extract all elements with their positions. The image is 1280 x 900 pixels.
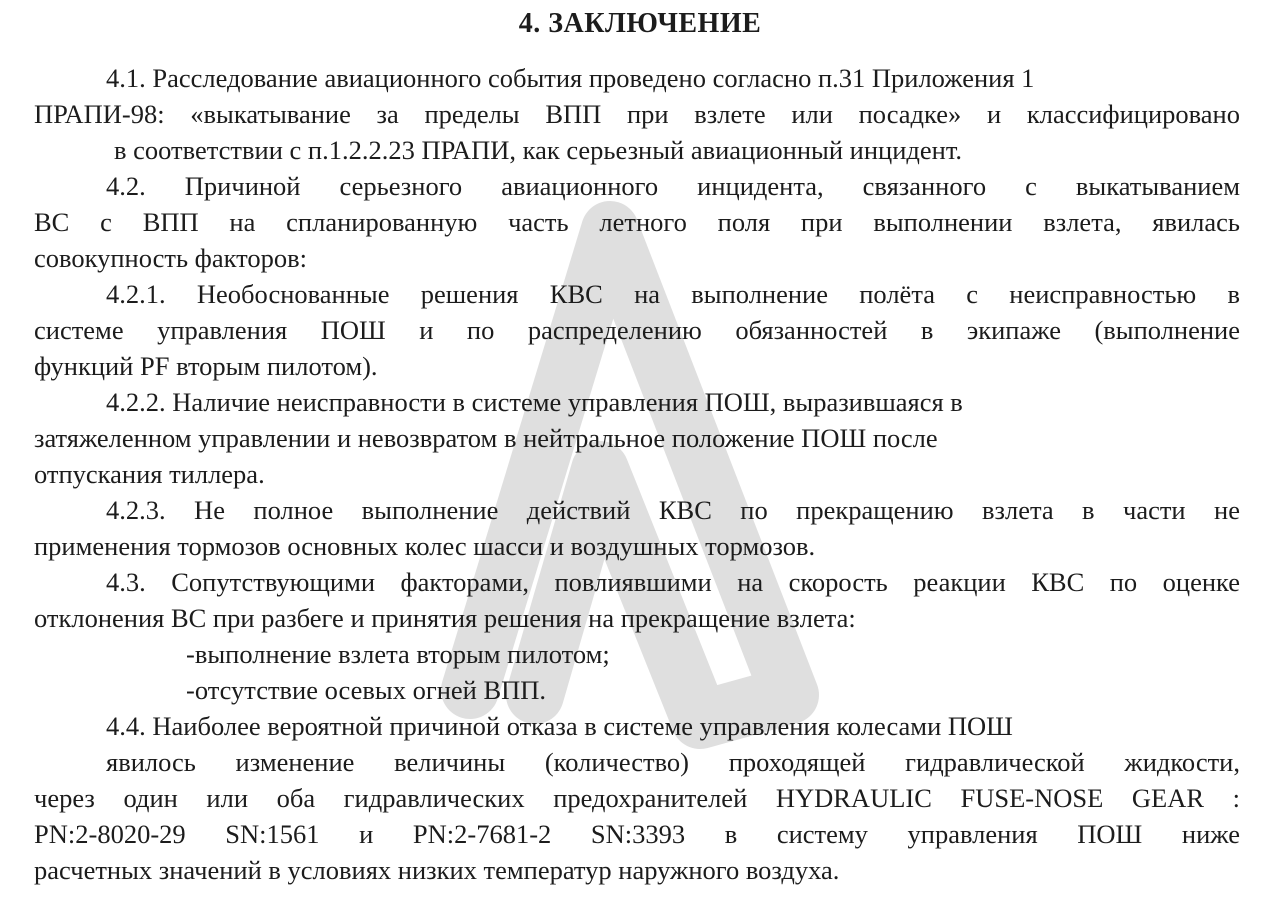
paragraph-4-4-line-1: 4.4. Наиболее вероятной причиной отказа в системе управления колесами ПОШ [106, 711, 1013, 741]
paragraph-4-2-2-line-2: затяжеленном управлении и невозвратом в нейтральное положение ПОШ после [34, 423, 938, 453]
paragraph-4-2-line-1: 4.2. Причиной серьезного авиационного инцидента, связанного с выкатыванием [106, 171, 1240, 201]
section-title: 4. ЗАКЛЮЧЕНИЕ [518, 8, 762, 39]
paragraph-4-2-1-line-3: функций PF вторым пилотом). [34, 351, 378, 381]
paragraph-4-1-line-2: ПРАПИ-98: «выкатывание за пределы ВПП при взлете или посадке» и классифицировано [34, 99, 1240, 129]
paragraph-4-3-line-1: 4.3. Сопутствующими факторами, повлиявшими на скорость реакции КВС по оценке [106, 567, 1240, 597]
paragraph-4-4-line-5: расчетных значений в условиях низких температур наружного воздуха. [34, 855, 840, 885]
paragraph-4-3-line-2: отклонения ВС при разбеге и принятия решения на прекращение взлета: [34, 603, 856, 633]
paragraph-4-2-line-2: ВС с ВПП на спланированную часть летного поля при выполнении взлета, явилась [34, 207, 1240, 237]
paragraph-4-2-1-line-1: 4.2.1. Необоснованные решения КВС на выполнение полёта с неисправностью в [106, 279, 1240, 309]
paragraph-4-1-line-1: 4.1. Расследование авиационного события проведено согласно п.31 Приложения 1 [106, 63, 1035, 93]
paragraph-4-2-3-line-2: применения тормозов основных колес шасси и воздушных тормозов. [34, 531, 816, 561]
paragraph-4-4-line-3: через один или оба гидравлических предохранителей HYDRAULIC FUSE-NOSE GEAR : [34, 783, 1240, 813]
paragraph-4-2-1-line-2: системе управления ПОШ и по распределению обязанностей в экипаже (выполнение [34, 315, 1240, 345]
paragraph-4-1-line-3: в соответствии с п.1.2.2.23 ПРАПИ, как серьезный авиационный инцидент. [114, 135, 963, 165]
paragraph-4-4-line-2: явилось изменение величины (количество) проходящей гидравлической жидкости, [106, 747, 1240, 777]
list-item-no-centerline-lights: -отсутствие осевых огней ВПП. [186, 675, 547, 705]
paragraph-4-4-line-4: PN:2-8020-29 SN:1561 и PN:2-7681-2 SN:3393 в систему управления ПОШ ниже [34, 819, 1240, 849]
paragraph-4-2-3-line-1: 4.2.3. Не полное выполнение действий КВС по прекращению взлета в части не [106, 495, 1240, 525]
paragraph-4-2-line-3: совокупность факторов: [34, 243, 307, 273]
list-item-takeoff-by-copilot: -выполнение взлета вторым пилотом; [186, 639, 610, 669]
paragraph-4-2-2-line-3: отпускания тиллера. [34, 459, 265, 489]
paragraph-4-2-2-line-1: 4.2.2. Наличие неисправности в системе управления ПОШ, выразившаяся в [106, 387, 963, 417]
